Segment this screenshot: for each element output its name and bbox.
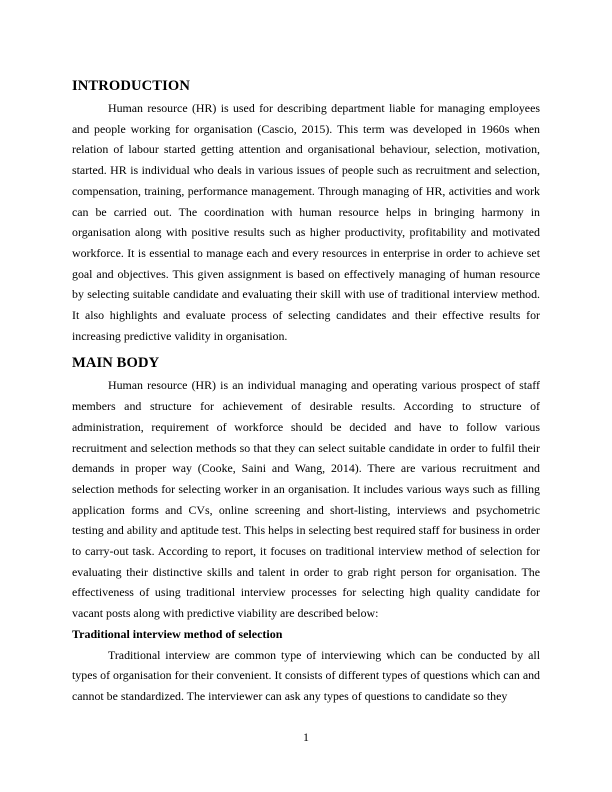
introduction-paragraph: Human resource (HR) is used for describing department liable for managing employees and people working for organisation (Cascio, 2015). This term was developed in 1960s when relation of labour started getting attention and organisational behaviour, selection, motivation, started. HR is individual who deals in various issues of people such as recruitment and selection, compensation, training, performance management. Through managing of HR, activities and work can be carried out. The coordination with human resource helps in bringing harmony in organisation along with positive results such as higher productivity, profitability and motivated workforce. It is essential to manage each and every resources in enterprise in order to achieve set goal and objectives. This given assignment is based on effectively managing of human resource by selecting suitable candidate and evaluating their skill with use of traditional interview method. It also highlights and evaluate process of selecting candidates and their effective results for increasing predictive validity in organisation. bbox=[72, 101, 540, 343]
page-content bbox=[72, 76, 540, 707]
introduction-section bbox=[72, 76, 540, 346]
traditional-interview-paragraph: Traditional interview are common type of interviewing which can be conducted by all types of organisation for their convenient. It consists of different types of questions which can and cannot be standardized. The interviewer can ask any types of questions to candidate so they bbox=[72, 647, 540, 703]
main-body-section bbox=[72, 353, 540, 623]
main-body-heading: MAIN BODY bbox=[72, 355, 160, 372]
introduction-heading: INTRODUCTION bbox=[72, 78, 190, 94]
main-body-paragraph: Human resource (HR) is an individual managing and operating various prospect of staff members and structure for achievement of desirable results. According to structure of administration, requirement of workforce should be decided and have to follow various recruitment and selection methods so that they can select suitable candidate in order to fulfil their demands in proper way (Cooke, Saini and Wang, 2014). There are various recruitment and selection methods for selecting worker in an organisation. It includes various ways such as filling application forms and CVs, online screening and short-listing, interviews and psychometric testing and ability and aptitude test. This helps in selecting best required staff for business in order to carry-out task. According to report, it focuses on traditional interview method of selection for evaluating their distinctive skills and talent in order to grab right person for organisation. The effectiveness of using traditional interview processes for selecting high quality candidate for vacant posts along with predictive viability are described below: bbox=[72, 378, 540, 621]
page-number: 1 bbox=[303, 730, 309, 744]
section-spacer bbox=[72, 346, 540, 353]
traditional-interview-heading: Traditional interview method of selection bbox=[72, 626, 283, 641]
traditional-interview-section bbox=[72, 624, 540, 707]
